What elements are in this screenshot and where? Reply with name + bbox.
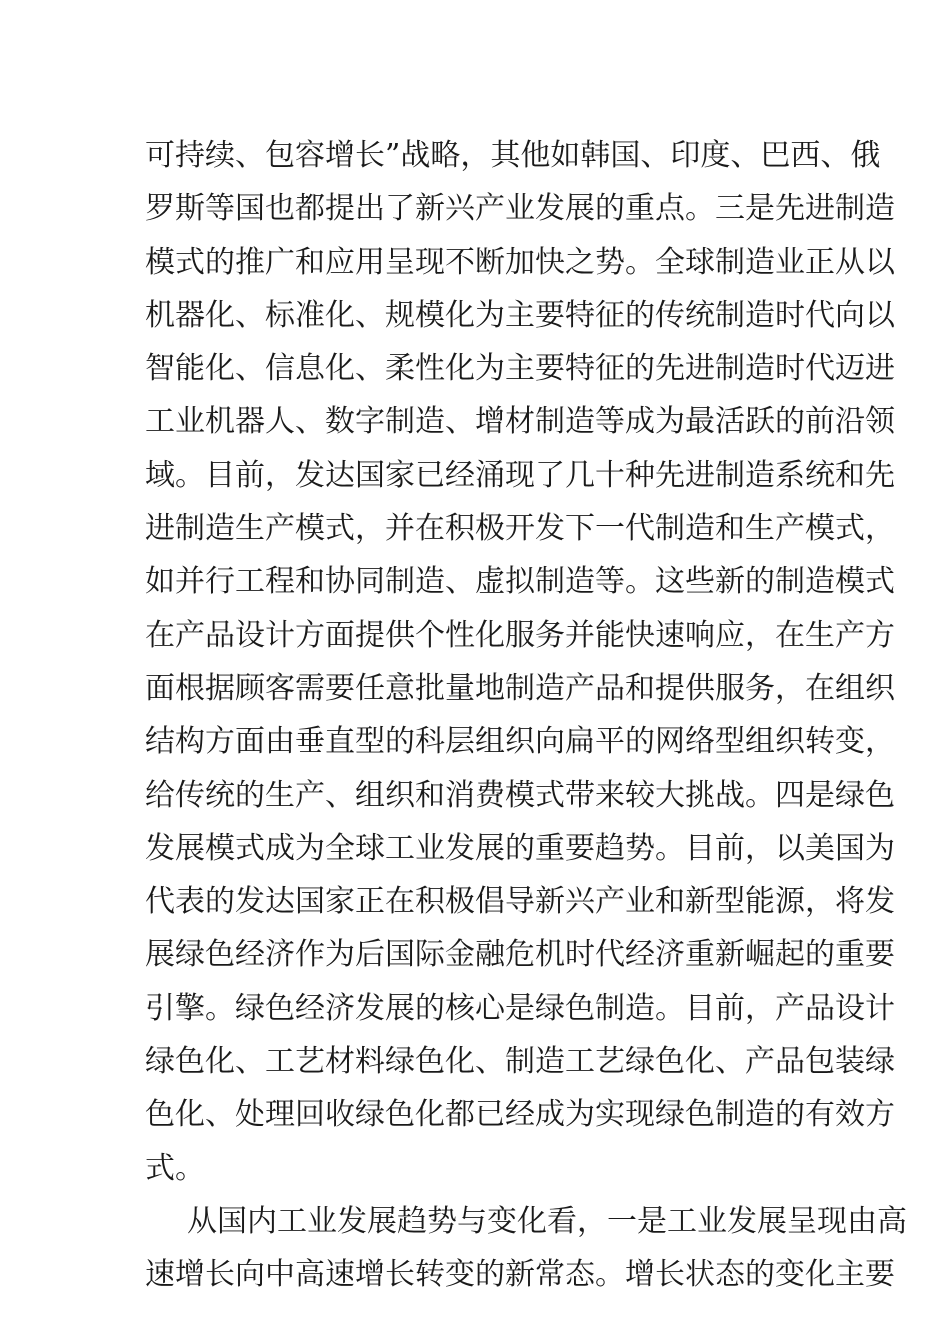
text-line: 智能化、信息化、柔性化为主要特征的先进制造时代迈进 — [145, 351, 895, 387]
text-line: 从国内工业发展趋势与变化看，一是工业发展呈现由高 — [187, 1203, 907, 1239]
text-line: 结构方面由垂直型的科层组织向扁平的网络型组织转变， — [145, 724, 895, 760]
text-line: 发展模式成为全球工业发展的重要趋势。目前，以美国为 — [145, 830, 895, 866]
text-line: 式。 — [145, 1150, 205, 1186]
text-line: 色化、处理回收绿色化都已经成为实现绿色制造的有效方 — [145, 1097, 895, 1133]
text-line: 面根据顾客需要任意批量地制造产品和提供服务，在组织 — [145, 670, 895, 706]
text-line: 罗斯等国也都提出了新兴产业发展的重点。三是先进制造 — [145, 191, 895, 227]
text-line: 模式的推广和应用呈现不断加快之势。全球制造业正从以 — [145, 244, 895, 280]
body-text — [145, 129, 907, 1302]
paragraph-1 — [145, 129, 895, 1195]
text-line: 引擎。绿色经济发展的核心是绿色制造。目前，产品设计 — [145, 990, 895, 1026]
text-line: 展绿色经济作为后国际金融危机时代经济重新崛起的重要 — [145, 937, 895, 973]
text-line: 在产品设计方面提供个性化服务并能快速响应，在生产方 — [145, 617, 895, 653]
text-line: 速增长向中高速增长转变的新常态。增长状态的变化主要 — [145, 1257, 895, 1293]
text-line: 域。目前，发达国家已经涌现了几十种先进制造系统和先 — [145, 457, 895, 493]
text-line: 机器化、标准化、规模化为主要特征的传统制造时代向以 — [145, 297, 895, 333]
text-line: 代表的发达国家正在积极倡导新兴产业和新型能源，将发 — [145, 884, 895, 920]
text-line: 绿色化、工艺材料绿色化、制造工艺绿色化、产品包装绿 — [145, 1044, 895, 1080]
text-line: 如并行工程和协同制造、虚拟制造等。这些新的制造模式 — [145, 564, 895, 600]
text-line: 进制造生产模式，并在积极开发下一代制造和生产模式， — [145, 511, 895, 547]
text-line: 给传统的生产、组织和消费模式带来较大挑战。四是绿色 — [145, 777, 895, 813]
text-line: 工业机器人、数字制造、增材制造等成为最活跃的前沿领 — [145, 404, 895, 440]
text-line: 可持续、包容增长”战略，其他如韩国、印度、巴西、俄 — [145, 138, 881, 173]
paragraph-2 — [145, 1195, 907, 1302]
